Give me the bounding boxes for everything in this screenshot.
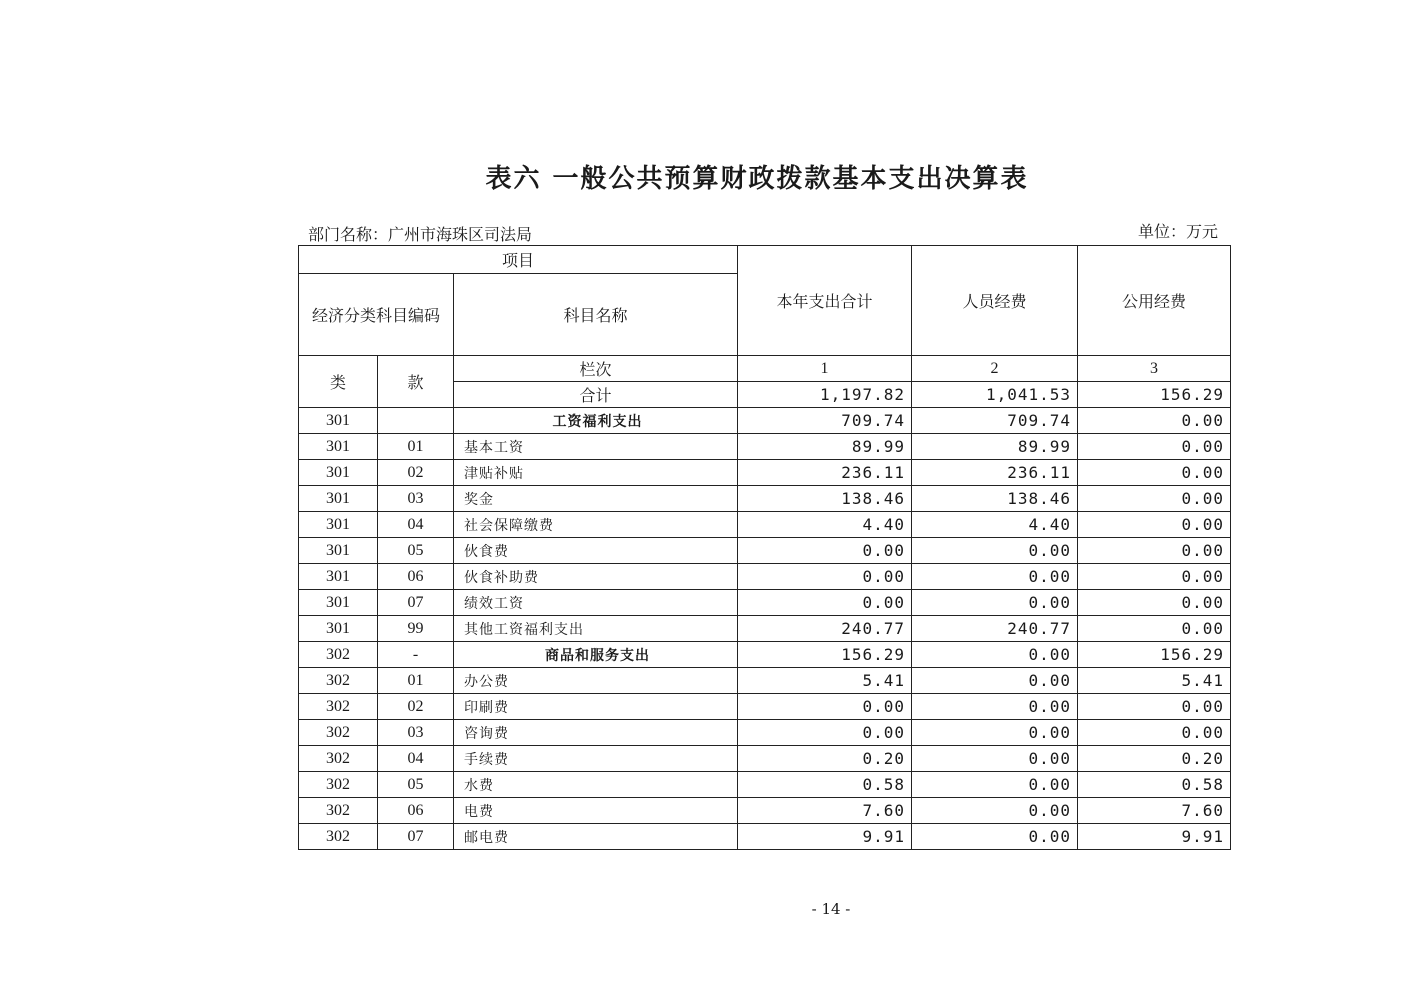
header-subject-name: 科目名称 [454, 274, 738, 356]
total-amount-cell: 0.00 [738, 694, 912, 720]
sum-label: 合计 [454, 382, 738, 408]
table-row [299, 512, 1231, 538]
total-amount-cell: 89.99 [738, 434, 912, 460]
item-code-cell: - [378, 642, 454, 668]
category-code-cell: 302 [299, 694, 378, 720]
category-code-cell: 302 [299, 746, 378, 772]
public-amount-cell: 0.00 [1078, 408, 1231, 434]
header-total: 本年支出合计 [738, 246, 912, 356]
subject-name-cell: 绩效工资 [454, 590, 738, 616]
table-row [299, 408, 1231, 434]
table-row [299, 772, 1231, 798]
subject-name-cell: 手续费 [454, 746, 738, 772]
total-amount-cell: 0.00 [738, 720, 912, 746]
category-code-cell: 301 [299, 564, 378, 590]
public-amount-cell: 0.00 [1078, 720, 1231, 746]
table-row [299, 824, 1231, 850]
table-row [299, 434, 1231, 460]
total-amount-cell: 7.60 [738, 798, 912, 824]
item-code-cell: 06 [378, 564, 454, 590]
header-public: 公用经费 [1078, 246, 1231, 356]
table-row [299, 486, 1231, 512]
subject-name-cell: 社会保障缴费 [454, 512, 738, 538]
public-amount-cell: 7.60 [1078, 798, 1231, 824]
column-number-2: 2 [912, 356, 1078, 382]
personnel-amount-cell: 0.00 [912, 590, 1078, 616]
subject-name-cell: 水费 [454, 772, 738, 798]
subject-name-cell: 商品和服务支出 [454, 642, 738, 668]
personnel-amount-cell: 0.00 [912, 642, 1078, 668]
item-code-cell: 01 [378, 434, 454, 460]
personnel-amount-cell: 0.00 [912, 668, 1078, 694]
public-amount-cell: 0.00 [1078, 460, 1231, 486]
table-row [299, 798, 1231, 824]
personnel-amount-cell: 0.00 [912, 538, 1078, 564]
total-amount-cell: 236.11 [738, 460, 912, 486]
subject-name-cell: 办公费 [454, 668, 738, 694]
public-amount-cell: 0.00 [1078, 538, 1231, 564]
subject-name-cell: 伙食补助费 [454, 564, 738, 590]
expenditure-table [298, 245, 1231, 850]
category-code-cell: 301 [299, 616, 378, 642]
table-row [299, 616, 1231, 642]
header-econ-code: 经济分类科目编码 [299, 274, 454, 356]
public-amount-cell: 5.41 [1078, 668, 1231, 694]
total-amount-cell: 240.77 [738, 616, 912, 642]
total-amount-cell: 0.00 [738, 590, 912, 616]
item-code-cell: 04 [378, 512, 454, 538]
table-row [299, 720, 1231, 746]
public-amount-cell: 0.20 [1078, 746, 1231, 772]
item-code-cell: 01 [378, 668, 454, 694]
personnel-amount-cell: 4.40 [912, 512, 1078, 538]
category-code-cell: 301 [299, 434, 378, 460]
total-amount-cell: 156.29 [738, 642, 912, 668]
table-row [299, 460, 1231, 486]
header-project: 项目 [299, 246, 738, 274]
total-amount-cell: 5.41 [738, 668, 912, 694]
total-amount-cell: 0.00 [738, 564, 912, 590]
public-amount-cell: 0.00 [1078, 694, 1231, 720]
item-code-cell: 03 [378, 720, 454, 746]
subject-name-cell: 邮电费 [454, 824, 738, 850]
item-code-cell: 06 [378, 798, 454, 824]
total-amount-cell: 4.40 [738, 512, 912, 538]
personnel-amount-cell: 0.00 [912, 798, 1078, 824]
public-amount-cell: 0.00 [1078, 434, 1231, 460]
personnel-amount-cell: 709.74 [912, 408, 1078, 434]
public-amount-cell: 0.58 [1078, 772, 1231, 798]
public-amount-cell: 156.29 [1078, 642, 1231, 668]
table-row [299, 694, 1231, 720]
category-code-cell: 302 [299, 720, 378, 746]
page-number: - 14 - [811, 900, 851, 918]
subject-name-cell: 其他工资福利支出 [454, 616, 738, 642]
page-title: 表六 一般公共预算财政拨款基本支出决算表 [485, 164, 1029, 194]
personnel-amount-cell: 0.00 [912, 772, 1078, 798]
category-code-cell: 302 [299, 642, 378, 668]
table-row [299, 564, 1231, 590]
item-code-cell: 04 [378, 746, 454, 772]
header-personnel: 人员经费 [912, 246, 1078, 356]
total-amount-cell: 138.46 [738, 486, 912, 512]
personnel-amount-cell: 0.00 [912, 720, 1078, 746]
category-code-cell: 301 [299, 460, 378, 486]
total-amount-cell: 709.74 [738, 408, 912, 434]
public-amount-cell: 9.91 [1078, 824, 1231, 850]
category-code-cell: 302 [299, 668, 378, 694]
category-code-cell: 301 [299, 538, 378, 564]
department-label: 部门名称：广州市海珠区司法局 [308, 225, 533, 244]
sum-personnel: 1,041.53 [912, 382, 1078, 408]
total-amount-cell: 0.20 [738, 746, 912, 772]
subject-name-cell: 奖金 [454, 486, 738, 512]
header-item: 款 [378, 356, 454, 408]
category-code-cell: 302 [299, 824, 378, 850]
header-category: 类 [299, 356, 378, 408]
item-code-cell [378, 408, 454, 434]
sum-public: 156.29 [1078, 382, 1231, 408]
table-row [299, 642, 1231, 668]
item-code-cell: 05 [378, 538, 454, 564]
personnel-amount-cell: 0.00 [912, 824, 1078, 850]
category-code-cell: 301 [299, 486, 378, 512]
table-row [299, 590, 1231, 616]
personnel-amount-cell: 0.00 [912, 694, 1078, 720]
total-amount-cell: 9.91 [738, 824, 912, 850]
subject-name-cell: 基本工资 [454, 434, 738, 460]
column-number-3: 3 [1078, 356, 1231, 382]
personnel-amount-cell: 236.11 [912, 460, 1078, 486]
category-code-cell: 302 [299, 772, 378, 798]
header-column-order: 栏次 [454, 356, 738, 382]
item-code-cell: 07 [378, 824, 454, 850]
subject-name-cell: 津贴补贴 [454, 460, 738, 486]
personnel-amount-cell: 89.99 [912, 434, 1078, 460]
item-code-cell: 02 [378, 460, 454, 486]
category-code-cell: 301 [299, 512, 378, 538]
subject-name-cell: 工资福利支出 [454, 408, 738, 434]
category-code-cell: 301 [299, 590, 378, 616]
item-code-cell: 05 [378, 772, 454, 798]
table-row [299, 538, 1231, 564]
public-amount-cell: 0.00 [1078, 512, 1231, 538]
item-code-cell: 99 [378, 616, 454, 642]
category-code-cell: 301 [299, 408, 378, 434]
subject-name-cell: 伙食费 [454, 538, 738, 564]
unit-label: 单位：万元 [1138, 222, 1219, 241]
public-amount-cell: 0.00 [1078, 564, 1231, 590]
item-code-cell: 02 [378, 694, 454, 720]
public-amount-cell: 0.00 [1078, 616, 1231, 642]
table-row [299, 668, 1231, 694]
subject-name-cell: 印刷费 [454, 694, 738, 720]
public-amount-cell: 0.00 [1078, 590, 1231, 616]
total-amount-cell: 0.00 [738, 538, 912, 564]
sum-total: 1,197.82 [738, 382, 912, 408]
subject-name-cell: 电费 [454, 798, 738, 824]
item-code-cell: 07 [378, 590, 454, 616]
table-row [299, 746, 1231, 772]
item-code-cell: 03 [378, 486, 454, 512]
category-code-cell: 302 [299, 798, 378, 824]
personnel-amount-cell: 0.00 [912, 746, 1078, 772]
total-amount-cell: 0.58 [738, 772, 912, 798]
personnel-amount-cell: 138.46 [912, 486, 1078, 512]
subject-name-cell: 咨询费 [454, 720, 738, 746]
expenditure-table-container [298, 245, 1231, 850]
personnel-amount-cell: 240.77 [912, 616, 1078, 642]
personnel-amount-cell: 0.00 [912, 564, 1078, 590]
public-amount-cell: 0.00 [1078, 486, 1231, 512]
column-number-1: 1 [738, 356, 912, 382]
